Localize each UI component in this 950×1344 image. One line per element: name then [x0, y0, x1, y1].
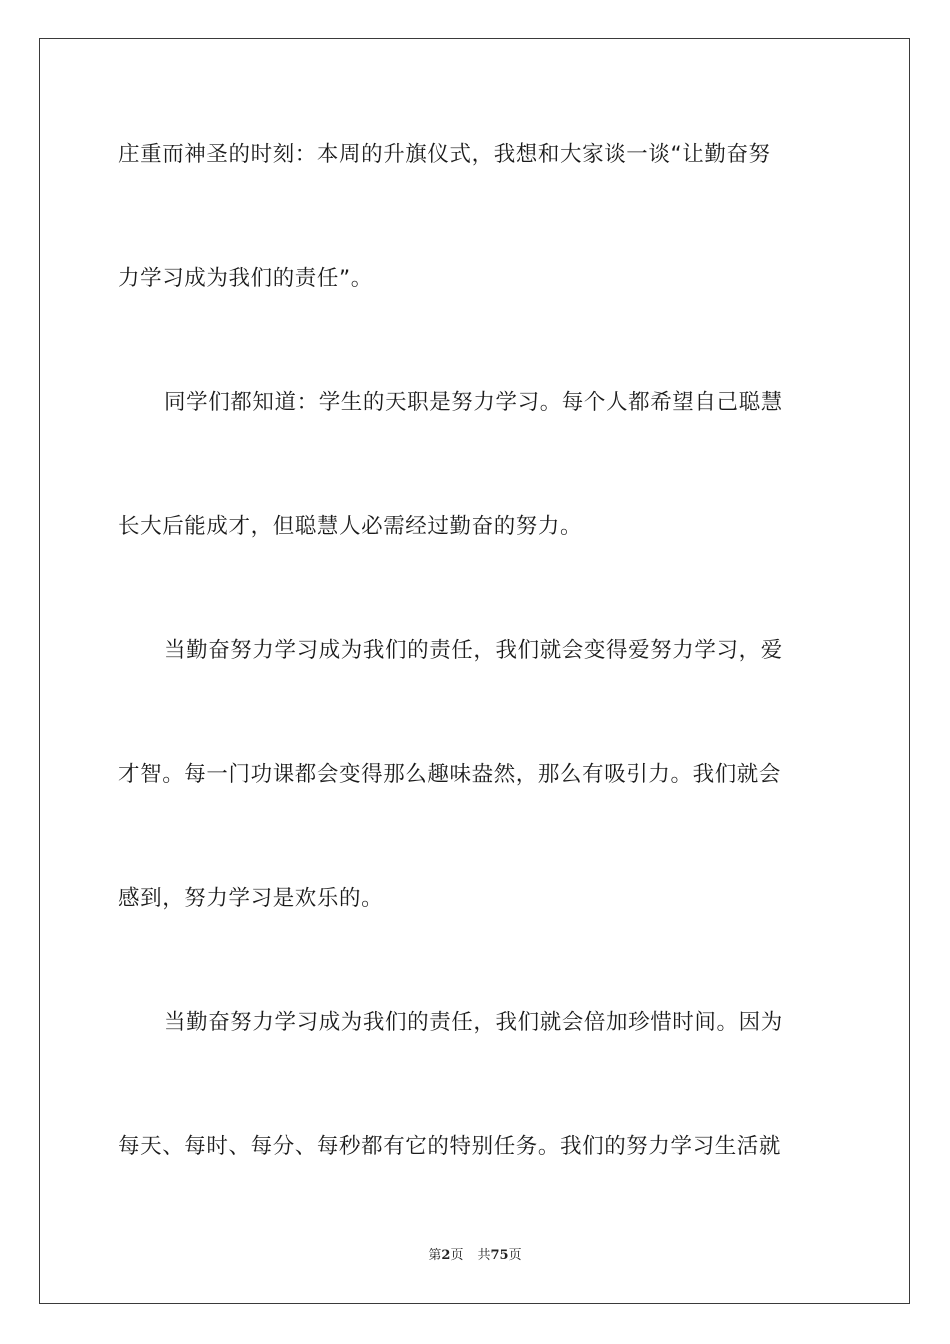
- page-border: [39, 38, 910, 1304]
- total-label-prefix: 共: [477, 1248, 491, 1263]
- page-footer: [0, 1247, 950, 1265]
- paragraph-3-line-1: 当勤奋努力学习成为我们的责任，我们就会变得爱努力学习，爱: [164, 638, 783, 663]
- paragraph-3-line-2: 才智。每一门功课都会变得那么趣味盎然，那么有吸引力。我们就会: [118, 762, 782, 787]
- page-number: 2: [441, 1248, 451, 1263]
- page-label-suffix: 页: [450, 1248, 464, 1263]
- paragraph-4-line-2: 每天、每时、每分、每秒都有它的特别任务。我们的努力学习生活就: [118, 1134, 782, 1159]
- page-label-prefix: 第: [428, 1248, 442, 1263]
- paragraph-1-line-1: 庄重而神圣的时刻：本周的升旗仪式，我想和大家谈一谈“让勤奋努: [118, 142, 771, 167]
- paragraph-3-line-3: 感到，努力学习是欢乐的。: [118, 886, 384, 911]
- paragraph-2-line-2: 长大后能成才，但聪慧人必需经过勤奋的努力。: [118, 514, 583, 539]
- paragraph-1-line-2: 力学习成为我们的责任”。: [118, 266, 373, 291]
- total-label-suffix: 页: [508, 1248, 522, 1263]
- paragraph-2-line-1: 同学们都知道：学生的天职是努力学习。每个人都希望自己聪慧: [164, 390, 783, 415]
- paragraph-4-line-1: 当勤奋努力学习成为我们的责任，我们就会倍加珍惜时间。因为: [164, 1010, 783, 1035]
- total-pages: 75: [490, 1248, 509, 1263]
